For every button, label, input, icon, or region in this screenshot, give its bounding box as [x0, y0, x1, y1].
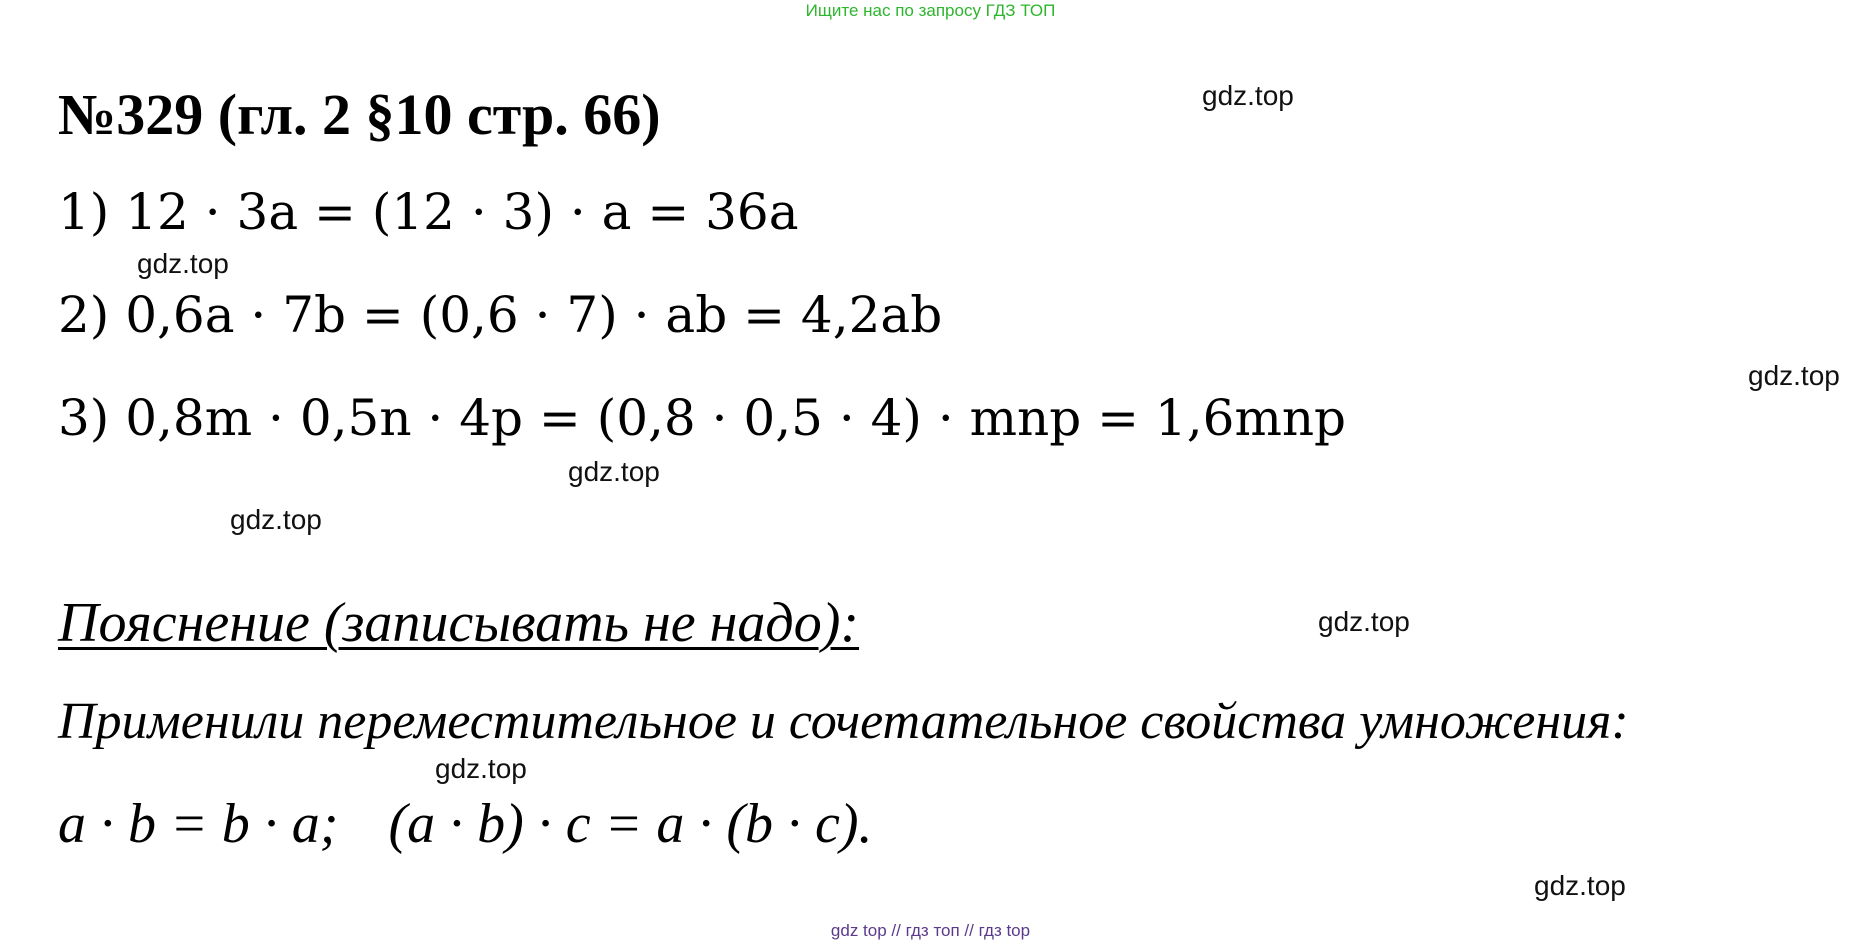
watermark: gdz.top: [1318, 606, 1410, 637]
top-banner: Ищите нас по запросу ГДЗ ТОП: [805, 1, 1056, 20]
watermark: gdz.top: [1748, 360, 1840, 391]
associative-formula: (a · b) · c = a · (b · c).: [388, 793, 873, 855]
explanation-text: Применили переместительное и сочетательное свойства умножения:: [58, 693, 1629, 750]
commutative-formula: a · b = b · a;: [58, 793, 339, 855]
watermark: gdz.top: [137, 248, 229, 279]
footer: gdz top // гдз топ // гдз top: [830, 921, 1031, 940]
equation-2: 2) 0,6a · 7b = (0,6 · 7) · ab = 4,2ab: [58, 286, 943, 344]
watermark: gdz.top: [435, 753, 527, 784]
equation-3: 3) 0,8m · 0,5n · 4p = (0,8 · 0,5 · 4) · mnp = 1,6mnp: [58, 389, 1347, 447]
properties-formula: [58, 793, 873, 855]
watermark: gdz.top: [568, 456, 660, 487]
watermark: gdz.top: [1534, 870, 1626, 901]
equation-1: 1) 12 · 3a = (12 · 3) · a = 36a: [58, 183, 799, 241]
page-title: №329 (гл. 2 §10 стр. 66): [58, 82, 661, 147]
watermark: gdz.top: [230, 504, 322, 535]
watermark: gdz.top: [1202, 80, 1294, 111]
explanation-heading: Пояснение (записывать не надо):: [58, 592, 860, 654]
